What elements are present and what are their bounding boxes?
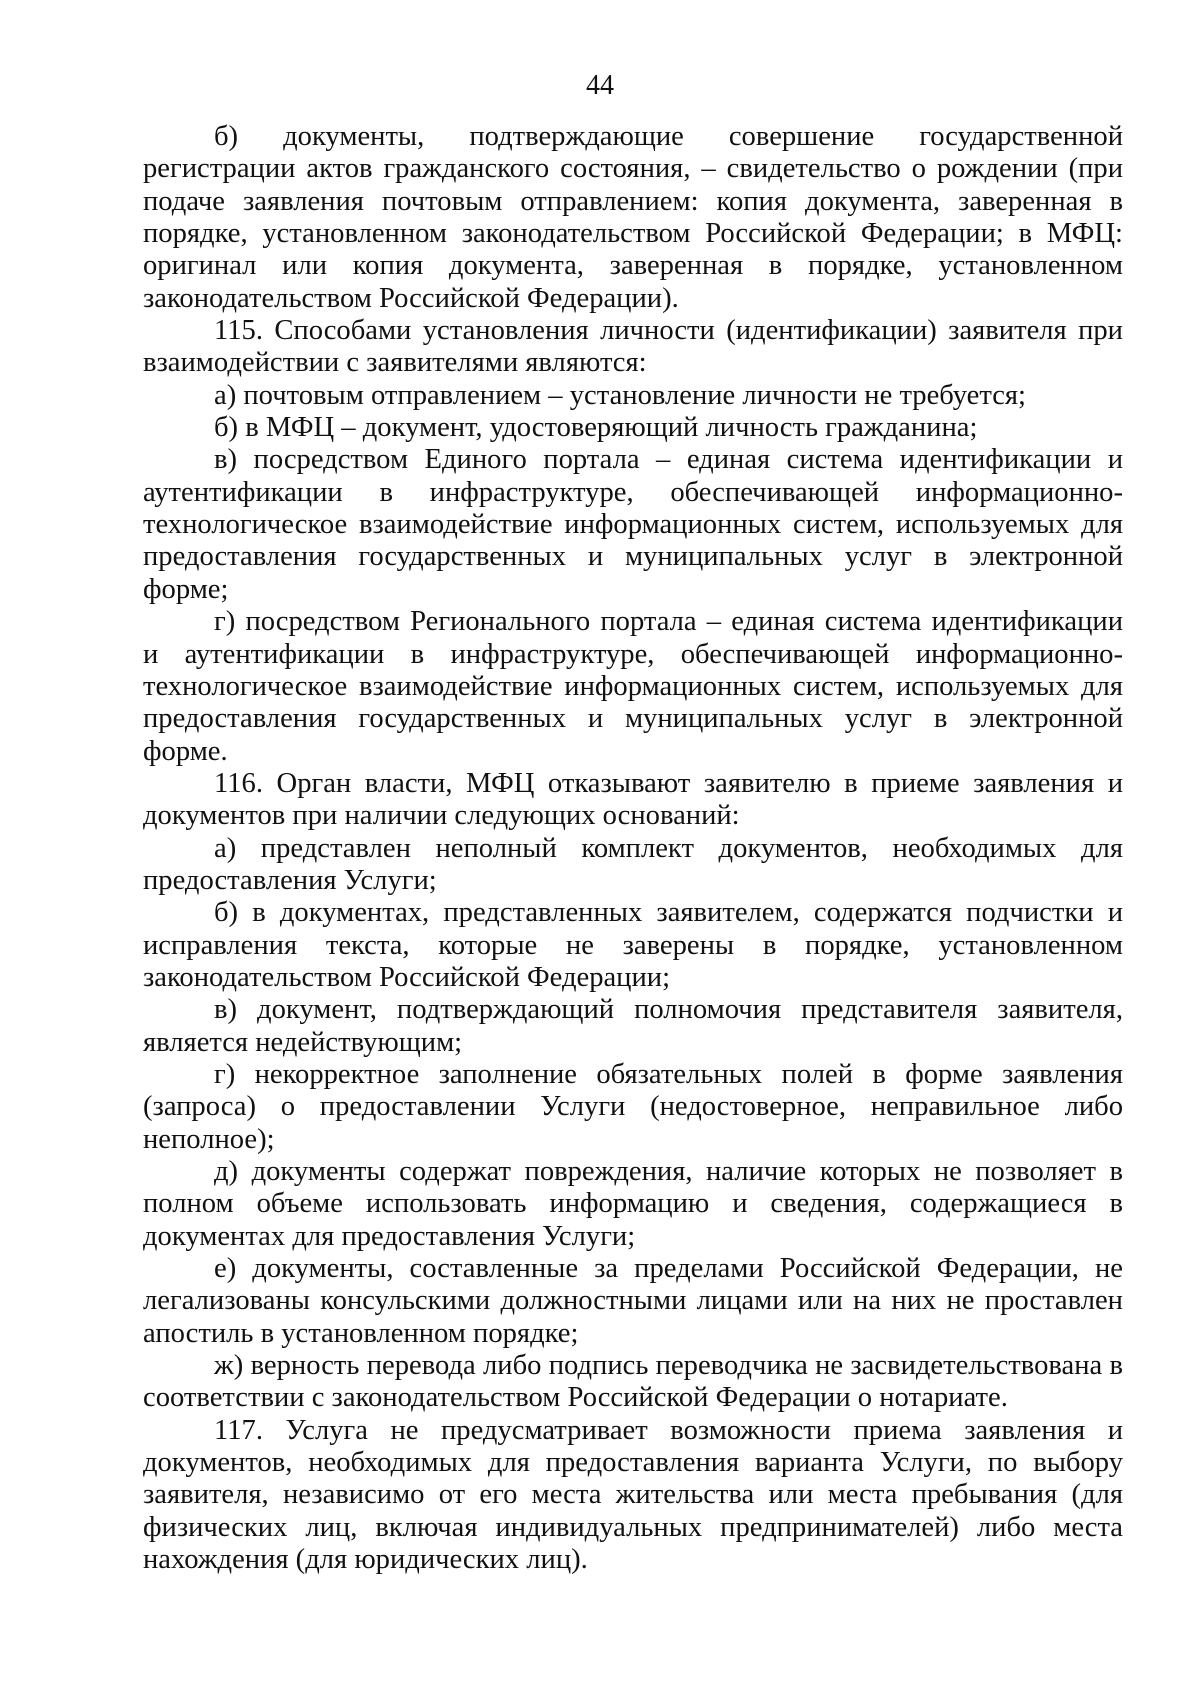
paragraph-117: 117. Услуга не предусматривает возможности приема заявления и документов, необходимых для предоставления варианта Услуги, по выбору заявителя, независимо от его места жительства или места пребывания (для физических лиц, включая индивидуальных предпринимателей) либо места нахождения (для юридических лиц). bbox=[143, 1414, 1123, 1576]
paragraph-116-b: б) в документах, представленных заявителем, содержатся подчистки и исправления текста, которые не заверены в порядке, установленном законодательством Российской Федерации; bbox=[143, 897, 1123, 993]
paragraph-115-g: г) посредством Регионального портала – единая система идентификации и аутентификации в инфраструктуре, обеспечивающей информационно-технологическое взаимодействие информационных систем, используемых для предоставления государственных и муниципальных услуг в электронной форме. bbox=[143, 606, 1123, 767]
paragraph-115: 115. Способами установления личности (идентификации) заявителя при взаимодействии с заявителями являются: bbox=[143, 315, 1123, 379]
paragraph-116: 116. Орган власти, МФЦ отказывают заявителю в приеме заявления и документов при наличии следующих оснований: bbox=[143, 767, 1123, 832]
paragraph-115-v: в) посредством Единого портала – единая система идентификации и аутентификации в инфраструктуре, обеспечивающей информационно-технологическое взаимодействие информационных систем, используемых для предоставления государственных и муниципальных услуг в электронной форме; bbox=[143, 444, 1123, 605]
paragraph-116-zh: ж) верность перевода либо подпись переводчика не засвидетельствована в соответствии с законодательством Российской Федерации о нотариате. bbox=[143, 1350, 1123, 1414]
paragraph-116-d: д) документы содержат повреждения, наличие которых не позволяет в полном объеме использовать информацию и сведения, содержащиеся в документах для предоставления Услуги; bbox=[143, 1156, 1123, 1252]
paragraph-115-b: б) в МФЦ – документ, удостоверяющий личность гражданина; bbox=[214, 412, 978, 444]
document-body bbox=[143, 121, 1123, 1576]
page-number: 44 bbox=[586, 70, 614, 101]
paragraph-116-g: г) некорректное заполнение обязательных полей в форме заявления (запроса) о предоставлении Услуги (недостоверное, неправильное либо неполное); bbox=[143, 1058, 1123, 1155]
paragraph-116-e: е) документы, составленные за пределами Российской Федерации, не легализованы консульскими должностными лицами или на них не проставлен апостиль в установленном порядке; bbox=[143, 1253, 1123, 1349]
paragraph-b-birth-certificate: б) документы, подтверждающие совершение государственной регистрации актов гражданского состояния, – свидетельство о рождении (при подаче заявления почтовым отправлением: копия документа, заверенная в порядке, установленном законодательством Российской Федерации; в МФЦ: оригинал или копия документа, заверенная в порядке, установленном законодательством Российской Федерации). bbox=[143, 121, 1123, 314]
paragraph-116-v: в) документ, подтверждающий полномочия представителя заявителя, является недействующим; bbox=[143, 994, 1123, 1058]
paragraph-115-a: а) почтовым отправлением – установление личности не требуется; bbox=[214, 379, 1026, 411]
paragraph-116-a: а) представлен неполный комплект документов, необходимых для предоставления Услуги; bbox=[143, 832, 1123, 896]
